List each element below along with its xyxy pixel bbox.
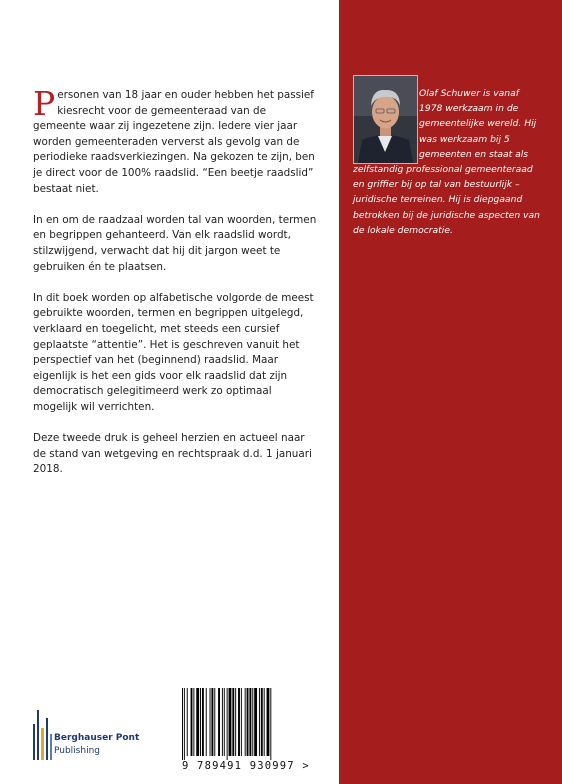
barcode-bar xyxy=(196,688,199,756)
barcode-bar xyxy=(193,688,194,756)
barcode-bar xyxy=(264,688,265,756)
isbn-barcode xyxy=(180,688,308,760)
barcode-bar xyxy=(206,688,207,756)
author-bio-text: Olaf Schuwer is vanaf 1978 werkzaam in de gemeentelijke wereld. Hij was werkzaam bij 5 gemeenten en staat als zelfstandig professional gemeenteraad en griffier bij op tal van bestuurlijk – juridische terreinen. Hij is diepgaand betrokken bij de juridische aspecten van de lokale democratie. xyxy=(353,88,540,236)
barcode-bar xyxy=(259,688,260,756)
barcode-bar xyxy=(254,688,257,756)
barcode-bar xyxy=(270,688,271,760)
barcode-bar xyxy=(245,688,246,756)
blurb-paragraph-2: In en om de raadzaal worden tal van woorden, termen en begrippen gehanteerd. Van elk raadslid wordt, stilzwijgend, verwacht dat hij dit jargon weet te gebruiken én te plaatsen. xyxy=(33,213,317,273)
barcode-bar xyxy=(249,688,251,756)
publisher-name: Berghauser Pont xyxy=(54,733,140,743)
barcode-bar xyxy=(210,688,211,756)
barcode-bar xyxy=(247,688,249,756)
barcode-bar xyxy=(227,688,228,760)
barcode-bar xyxy=(252,688,253,756)
barcode-bar xyxy=(235,688,236,756)
isbn-digits: 9 789491 930997 > xyxy=(182,760,310,772)
barcode-bar xyxy=(224,688,225,756)
barcode-bar xyxy=(232,688,234,756)
barcode-bar xyxy=(267,688,270,756)
barcode-bar xyxy=(187,688,188,756)
blurb-paragraph-4: Deze tweede druk is geheel herzien en actueel naar de stand van wetgeving en rechtspraak d.d. 1 januari 2018. xyxy=(33,432,312,476)
barcode-bar xyxy=(200,688,201,756)
barcode-bar xyxy=(202,688,204,756)
barcode-bar xyxy=(238,688,240,756)
blurb-paragraph-3: In dit boek worden op alfabetische volgorde de meest gebruikte woorden, termen en begrippen uitgelegd, verklaard en toegelicht, met steeds een cursief geplaatste “attentie”. Het is geschreven vanuit het perspectief van het (beginnend) raadslid. Maar eigenlijk is het een gids voor elk raadslid dat zijn democratisch gelegitimeerd werk zo optimaal mogelijk wil verrichten. xyxy=(33,291,314,413)
barcode-bar xyxy=(222,688,223,756)
barcode-bar xyxy=(261,688,263,756)
barcode-bar xyxy=(229,688,232,756)
barcode-bar xyxy=(211,688,213,756)
publisher-logo xyxy=(33,710,163,760)
barcode-bar xyxy=(184,688,185,760)
barcode-bar xyxy=(241,688,242,756)
barcode-bar xyxy=(182,688,183,760)
publisher-subtitle: Publishing xyxy=(54,746,100,756)
publisher-mark-icon xyxy=(33,710,53,760)
barcode-bar xyxy=(191,688,193,756)
barcode-bar xyxy=(214,688,215,756)
barcode-bar xyxy=(218,688,220,756)
blurb-paragraph-1-text: ersonen van 18 jaar en ouder hebben het passief kiesrecht voor de gemeenteraad van de gemeente waar zij ingezetene zijn. Iedere vier jaar worden gemeenteraden ververst als gevolg van de periodieke raadsverkiezingen. Na gekozen te zijn, ben je direct voor de 100% raadslid. “Een beetje raadslid” bestaat niet. xyxy=(33,89,315,195)
blurb-paragraph-1 xyxy=(33,84,319,197)
blurb-text xyxy=(33,84,319,493)
dropcap: P xyxy=(33,84,56,123)
author-bio xyxy=(353,86,543,238)
